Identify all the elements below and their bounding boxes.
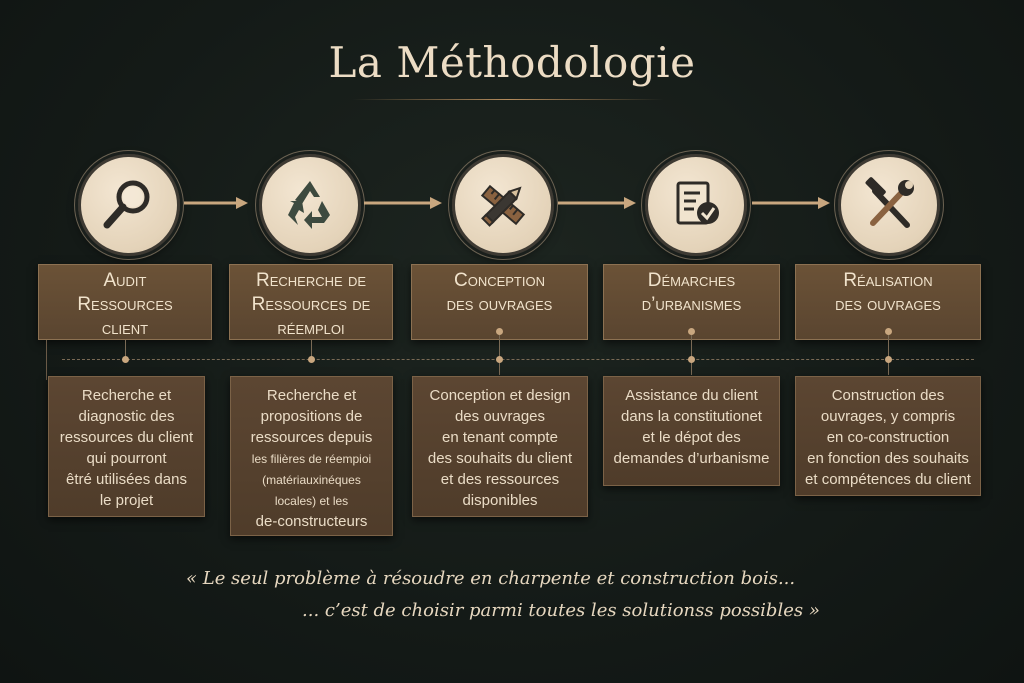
arrow-right-icon	[364, 195, 444, 211]
step-4-description-text: Assistance du client dans la constitutionet et le dépot des demandes d’urbanisme	[613, 387, 770, 467]
step-1-icon-circle	[78, 154, 180, 256]
title-underline	[352, 99, 664, 100]
step-2-description-end: de-constructeurs	[255, 513, 368, 530]
step-3-description	[412, 376, 588, 517]
step-2-description-small: les filières de réempioi (matériauxinéques locales) et les	[251, 452, 372, 508]
timeline-dot	[688, 328, 695, 335]
step-4-title: Démarches d’urbanismes	[641, 270, 742, 315]
timeline-connector	[888, 335, 889, 375]
timeline-left-edge	[46, 340, 47, 380]
magnifying-glass-icon	[97, 173, 161, 237]
timeline-dot	[122, 356, 129, 363]
document-check-icon	[664, 173, 728, 237]
step-1-title-box	[38, 264, 212, 340]
step-2-title: Recherche de Ressources de réemploi	[251, 270, 371, 339]
step-4-description	[603, 376, 780, 486]
quote-line-2: ... c’est de choisir parmi toutes les solutionss possibles »	[302, 600, 820, 621]
step-1-title: Audit Ressources client	[77, 270, 173, 339]
step-1-description	[48, 376, 205, 517]
timeline-dot	[308, 356, 315, 363]
quote-line-1: « Le seul problème à résoudre en charpente et construction bois...	[186, 568, 796, 589]
step-5-icon-circle	[838, 154, 940, 256]
step-3-icon-circle	[452, 154, 554, 256]
timeline-dot	[885, 328, 892, 335]
step-3-description-text: Conception et design des ouvrages en tenant compte des souhaits du client et des ressources disponibles	[427, 387, 573, 509]
timeline-dot	[496, 328, 503, 335]
timeline-dot	[688, 356, 695, 363]
timeline-connector	[499, 335, 500, 375]
hammer-wrench-icon	[857, 173, 921, 237]
step-3-title: Conception des ouvrages	[446, 270, 553, 315]
pencil-ruler-icon	[471, 173, 535, 237]
arrow-right-icon	[184, 195, 250, 211]
timeline-line	[62, 359, 974, 360]
step-2-description-text: Recherche et propositions de ressources depuis	[250, 387, 373, 446]
step-2-description	[230, 376, 393, 536]
step-2-icon-circle	[259, 154, 361, 256]
arrow-right-icon	[558, 195, 638, 211]
step-4-icon-circle	[645, 154, 747, 256]
arrow-right-icon	[752, 195, 832, 211]
step-5-title: Réalisation des ouvrages	[835, 270, 941, 315]
step-5-description-text: Construction des ouvrages, y compris en co-construction en fonction des souhaits et compétences du client	[805, 387, 971, 488]
timeline-connector	[691, 335, 692, 375]
recycle-icon	[278, 173, 342, 237]
step-5-description	[795, 376, 981, 496]
timeline-dot	[496, 356, 503, 363]
step-1-description-text: Recherche et diagnostic des ressources du client qui pourront êtré utilisées dans le projet	[59, 387, 194, 509]
timeline-dot	[885, 356, 892, 363]
step-2-title-box	[229, 264, 393, 340]
page-title: La Méthodologie	[328, 38, 696, 87]
